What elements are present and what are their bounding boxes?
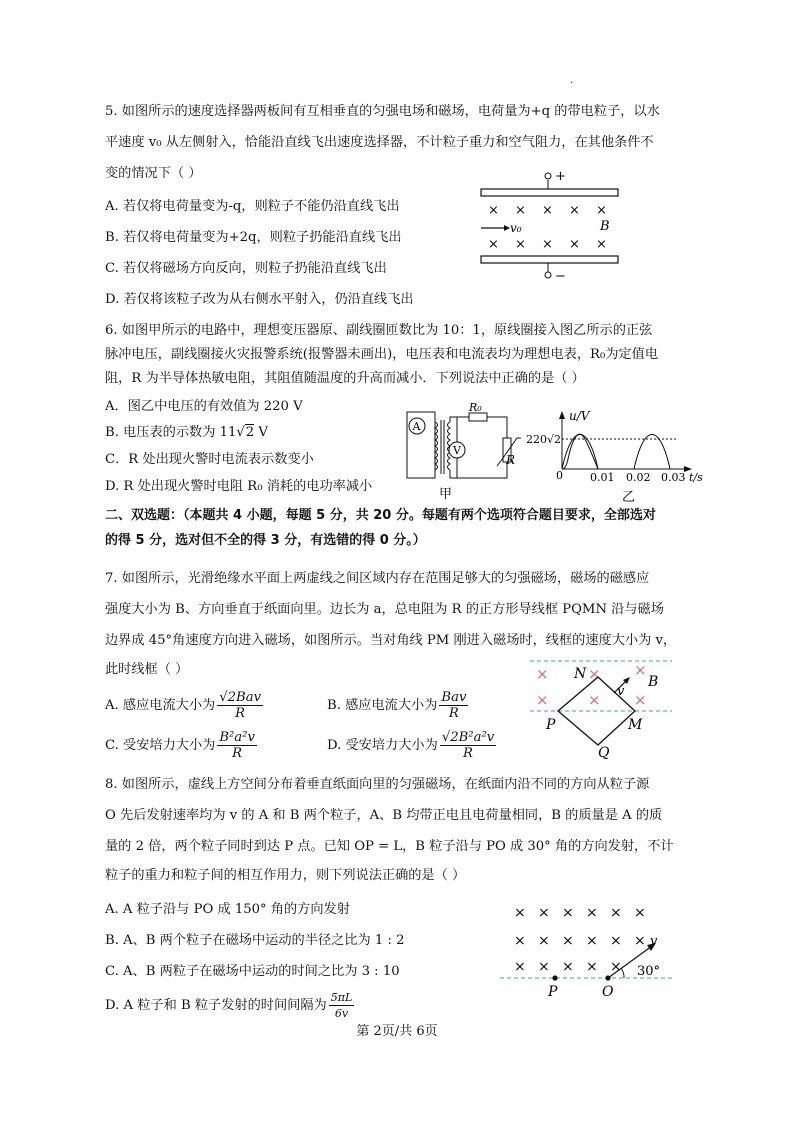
q8-point-p [552, 975, 557, 980]
q5-cross: × [569, 237, 580, 252]
q5-cross: × [488, 203, 499, 218]
q8-cross: × [610, 905, 622, 921]
q6-r0-resistor [469, 413, 487, 421]
q5-cross: × [515, 203, 526, 218]
q6-tick-label: 0.03 [661, 471, 686, 484]
q5-cross: × [596, 237, 607, 252]
q7-stem-line2: 强度大小为 B、方向垂直于纸面向里。边长为 a，总电阻为 R 的正方形导线框 PQMN 沿与磁场 [105, 602, 664, 617]
q6-peak-label: 220√2 [526, 433, 562, 446]
q6-tick-label: 0.02 [626, 471, 651, 484]
q7-v-label: v [617, 684, 625, 699]
q6-origin-label: 0 [556, 469, 563, 482]
q8-angle-label: 30° [637, 964, 661, 979]
q8-cross: × [514, 933, 526, 949]
q6-circuit-figure [395, 401, 530, 503]
q8-stem-line4: 粒子的重力和粒子间的相互作用力，则下列说法正确的是（ ） [105, 868, 466, 883]
q8-option-d: D. A 粒子和 B 粒子发射的时间间隔为 $\frac{5\pi L}{6v}$ [105, 991, 353, 1020]
q7-cross: × [536, 691, 549, 709]
q6-stem-line3: 阻，R 为半导体热敏电阻，其阻值随温度的升高而减小．下列说法中正确的是（ ） [105, 371, 585, 386]
q7-option-a: A. 感应电流大小为 $\frac{\text{√2Bav}}{R}$ [105, 690, 262, 721]
q8-cross: × [562, 933, 574, 949]
q7-option-c: C. 受安培力大小为 $\frac{\text{B²a²v}}{R}$ [105, 730, 255, 761]
q8-cross: × [586, 959, 598, 975]
q5-option-b: B. 若仅将电荷量变为+2q，则粒子扔能沿直线飞出 [105, 230, 402, 245]
q5-option-a: A. 若仅将电荷量变为-q，则粒子不能仍沿直线飞出 [105, 199, 400, 214]
q6-voltmeter-label: V [453, 444, 461, 457]
q5-minus-label: − [555, 269, 566, 284]
q6-pulse-2 [634, 435, 670, 470]
q8-cross: × [538, 959, 550, 975]
q7-b-label: B [648, 674, 659, 690]
q5-velocity-selector-figure [478, 168, 623, 283]
q7-stem-line3: 边界成 45°角速度方向进入磁场，如图所示。当对角线 PM 刚进入磁场时，线框的速度大小为 v， [105, 633, 677, 648]
q8-p-label: P [548, 984, 558, 1000]
q8-option-a: A. A 粒子沿与 PO 成 150° 角的方向发射 [105, 902, 350, 917]
q5-cross: × [542, 203, 553, 218]
q8-cross: × [586, 933, 598, 949]
q8-cross: × [610, 959, 622, 975]
q6-option-a: A．图乙中电压的有效值为 220 V [105, 399, 303, 414]
q7-cross: × [536, 665, 549, 683]
q8-cross: × [514, 905, 526, 921]
q8-cross: × [514, 959, 526, 975]
section2-heading-line2: 的得 5 分，选对但不全的得 3 分，有选错的得 0 分。） [105, 533, 426, 548]
q7-q-label: Q [598, 745, 610, 761]
q7-option-b: B. 感应电流大小为 $\frac{\text{Bav}}{R}$ [327, 690, 467, 721]
q5-stem-line1: 5. 如图所示的速度选择器两板间有互相垂直的匀强电场和磁场，电荷量为+q 的带电粒子，以水 [105, 104, 660, 119]
q6-waveform-figure [528, 403, 708, 511]
q5-stem-line3: 变的情况下（ ） [105, 166, 202, 181]
q6-option-c: C．R 处出现火警时电流表示数变小 [105, 452, 314, 467]
q7-cross: × [588, 665, 601, 683]
q8-magnetic-field-figure [500, 895, 680, 1005]
q7-option-d: D. 受安培力大小为 $\frac{\text{√2B²a²v}}{R}$ [327, 730, 495, 761]
q8-cross: × [634, 933, 646, 949]
q6-figure-yi-label: 乙 [622, 490, 636, 505]
q6-option-d: D. R 处出现火警时电阻 R₀ 消耗的电功率减小 [105, 479, 373, 494]
q5-cross: × [596, 203, 607, 218]
q6-ylabel: u/V [569, 409, 590, 423]
q6-tick-label: 0.01 [590, 471, 615, 484]
page-dot: . [570, 75, 574, 86]
q7-cross: × [634, 661, 647, 679]
q5-top-plate [481, 189, 618, 196]
q5-v0-label: v₀ [510, 221, 522, 235]
q5-stem-line2: 平速度 v₀ 从左侧射入，恰能沿直线飞出速度选择器，不计粒子重力和空气阻力，在其他条件不 [105, 135, 654, 150]
q5-bottom-plate [481, 256, 618, 263]
q6-option-b: B. 电压表的示数为 11√2 V [105, 425, 268, 440]
q7-cross: × [634, 691, 647, 709]
q8-cross: × [562, 959, 574, 975]
page-footer: 第 2页/共 6页 [356, 1024, 438, 1039]
q8-v-label: v [650, 934, 658, 949]
q7-stem-line4: 此时线框（ ） [105, 662, 189, 677]
q7-p-label: P [546, 717, 556, 733]
q5-plus-label: + [555, 169, 566, 184]
q8-option-b: B. A、B 两个粒子在磁场中运动的半径之比为 1 : 2 [105, 933, 405, 948]
q6-r-label: R [506, 453, 516, 467]
q7-square-frame-figure [530, 655, 675, 760]
q7-m-label: M [628, 717, 643, 733]
q7-stem-line1: 7. 如图所示，光滑绝缘水平面上两虚线之间区域内存在范围足够大的匀强磁场，磁场的磁感应 [105, 571, 650, 586]
q5-option-d: D. 若仅将该粒子改为从右侧水平射入，仍沿直线飞出 [105, 292, 414, 307]
q8-stem-line3: 量的 2 倍，两个粒子同时到达 P 点。已知 OP = L，B 粒子沿与 PO 成 30° 角的方向发射，不计 [105, 839, 674, 854]
q7-n-label: N [574, 666, 587, 682]
q6-stem-line2: 脉冲电压，副线圈接火灾报警系统(报警器未画出)，电压表和电流表均为理想电表，R₀为定值电 [105, 347, 659, 362]
q6-ammeter-label: A [412, 420, 421, 433]
q7-cross: × [588, 691, 601, 709]
q6-xunit-label: t/s [689, 471, 703, 484]
q5-cross: × [515, 237, 526, 252]
q8-o-label: O [602, 984, 614, 1000]
q8-stem-line2: O 先后发射速率均为 v 的 A 和 B 两个粒子，A、B 均带正电且电荷量相同，B 的质量是 A 的质 [105, 808, 663, 823]
q5-b-label: B [600, 219, 610, 234]
q5-option-c: C. 若仅将磁场方向反向，则粒子扔能沿直线飞出 [105, 261, 387, 276]
q5-cross: × [569, 203, 580, 218]
q8-cross: × [634, 905, 646, 921]
q6-figure-jia-label: 甲 [439, 487, 453, 502]
q8-cross: × [586, 905, 598, 921]
q5-cross: × [542, 237, 553, 252]
q5-cross: × [488, 237, 499, 252]
q8-cross: × [538, 933, 550, 949]
section2-heading-line1: 二、双选题：（本题共 4 小题，每题 5 分，共 20 分。每题有两个选项符合题目要求，全部选对 [105, 508, 656, 523]
q8-cross: × [610, 933, 622, 949]
q6-pulse-1-shape [562, 435, 598, 470]
q6-stem-line1: 6. 如图甲所示的电路中，理想变压器原、副线圈匝数比为 10：1，原线圈接入图乙所示的正弦 [105, 323, 653, 338]
q8-stem-line1: 8. 如图所示，虚线上方空间分布着垂直纸面向里的匀强磁场，在纸面内沿不同的方向从粒子源 [105, 777, 650, 792]
q8-option-c: C. A、B 两粒子在磁场中运动的时间之比为 3 : 10 [105, 964, 400, 979]
q8-cross: × [538, 905, 550, 921]
q8-cross: × [562, 905, 574, 921]
q6-r0-label: R₀ [469, 401, 482, 414]
